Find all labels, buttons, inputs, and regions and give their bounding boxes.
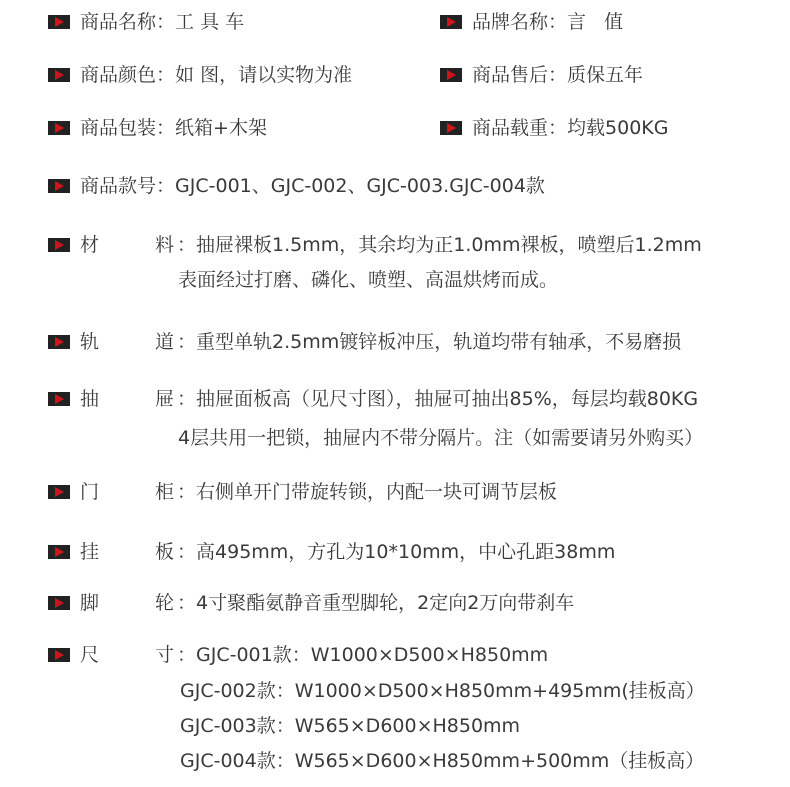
spec-label: 材 料 [80, 234, 174, 256]
spec-label: 抽 屉 [80, 388, 174, 410]
spec-label: 门 柜 [80, 481, 174, 503]
spec-row-brand [440, 10, 623, 34]
spec-value: 纸箱+木架 [175, 117, 267, 139]
spec-row-pegboard [48, 540, 615, 564]
spec-label: 尺 寸 [80, 644, 174, 666]
spec-label: 商品名称 [80, 11, 157, 33]
spec-value: 抽屉面板高（见尺寸图），抽屉可抽出85%，每层均载80KG [196, 388, 699, 410]
size-line-003: GJC-003款：W565×D600×H850mm [180, 715, 521, 737]
play-arrow-icon [48, 392, 70, 406]
play-arrow-icon [440, 121, 462, 135]
spec-value: 工 具 车 [175, 11, 245, 33]
colon: ： [156, 175, 176, 197]
play-arrow-icon [48, 179, 70, 193]
spec-row-casters [48, 591, 574, 615]
colon: ： [177, 388, 197, 410]
play-arrow-icon [48, 648, 70, 662]
colon: ： [156, 117, 176, 139]
spec-row-door [48, 480, 557, 504]
spec-row-packaging [48, 116, 267, 140]
colon: ： [548, 117, 568, 139]
colon: ： [156, 11, 176, 33]
spec-continuation: 表面经过打磨、磷化、喷塑、高温烘烤而成。 [178, 269, 559, 291]
spec-row-material [48, 233, 702, 257]
colon: ： [177, 234, 197, 256]
spec-value: 如 图，请以实物为准 [175, 64, 353, 86]
spec-row-rail [48, 330, 681, 354]
play-arrow-icon [48, 485, 70, 499]
spec-value: 4寸聚酯氨静音重型脚轮，2定向2万向带刹车 [196, 592, 575, 614]
spec-label: 挂 板 [80, 541, 174, 563]
play-arrow-icon [48, 335, 70, 349]
spec-row-aftersales [440, 63, 643, 87]
spec-row-size [48, 643, 548, 667]
spec-value: GJC-001款：W1000×D500×H850mm [196, 644, 549, 666]
spec-value: 右侧单开门带旋转锁，内配一块可调节层板 [196, 481, 558, 503]
spec-value: 言 值 [567, 11, 624, 33]
spec-continuation: 4层共用一把锁，抽屉内不带分隔片。注（如需要请另外购买） [178, 427, 704, 449]
spec-label: 品牌名称 [472, 11, 549, 33]
play-arrow-icon [440, 68, 462, 82]
play-arrow-icon [48, 68, 70, 82]
colon: ： [177, 481, 197, 503]
spec-value: 质保五年 [567, 64, 644, 86]
spec-value: 均载500KG [567, 117, 669, 139]
play-arrow-icon [48, 15, 70, 29]
spec-value: 高495mm，方孔为10*10mm，中心孔距38mm [196, 541, 616, 563]
spec-value: GJC-001、GJC-002、GJC-003.GJC-004款 [175, 175, 545, 197]
play-arrow-icon [48, 121, 70, 135]
spec-value: 重型单轨2.5mm镀锌板冲压，轨道均带有轴承，不易磨损 [196, 331, 682, 353]
spec-row-name [48, 10, 244, 34]
colon: ： [548, 64, 568, 86]
colon: ： [548, 11, 568, 33]
play-arrow-icon [48, 545, 70, 559]
spec-label: 商品颜色 [80, 64, 157, 86]
spec-label: 脚 轮 [80, 592, 174, 614]
size-line-004: GJC-004款：W565×D600×H850mm+500mm（挂板高） [180, 750, 705, 772]
spec-row-drawer [48, 387, 698, 411]
spec-label: 商品款号 [80, 175, 157, 197]
spec-value: 抽屉裸板1.5mm，其余均为正1.0mm裸板，喷塑后1.2mm [196, 234, 702, 256]
play-arrow-icon [48, 238, 70, 252]
spec-row-load [440, 116, 668, 140]
spec-label: 商品载重 [472, 117, 549, 139]
colon: ： [177, 331, 197, 353]
colon: ： [177, 541, 197, 563]
colon: ： [177, 592, 197, 614]
colon: ： [177, 644, 197, 666]
spec-row-model [48, 174, 545, 198]
colon: ： [156, 64, 176, 86]
play-arrow-icon [440, 15, 462, 29]
spec-label: 商品包装 [80, 117, 157, 139]
spec-label: 轨 道 [80, 331, 174, 353]
spec-row-color [48, 63, 352, 87]
spec-label: 商品售后 [472, 64, 549, 86]
size-line-002: GJC-002款：W1000×D500×H850mm+495mm(挂板高） [180, 680, 705, 702]
play-arrow-icon [48, 596, 70, 610]
